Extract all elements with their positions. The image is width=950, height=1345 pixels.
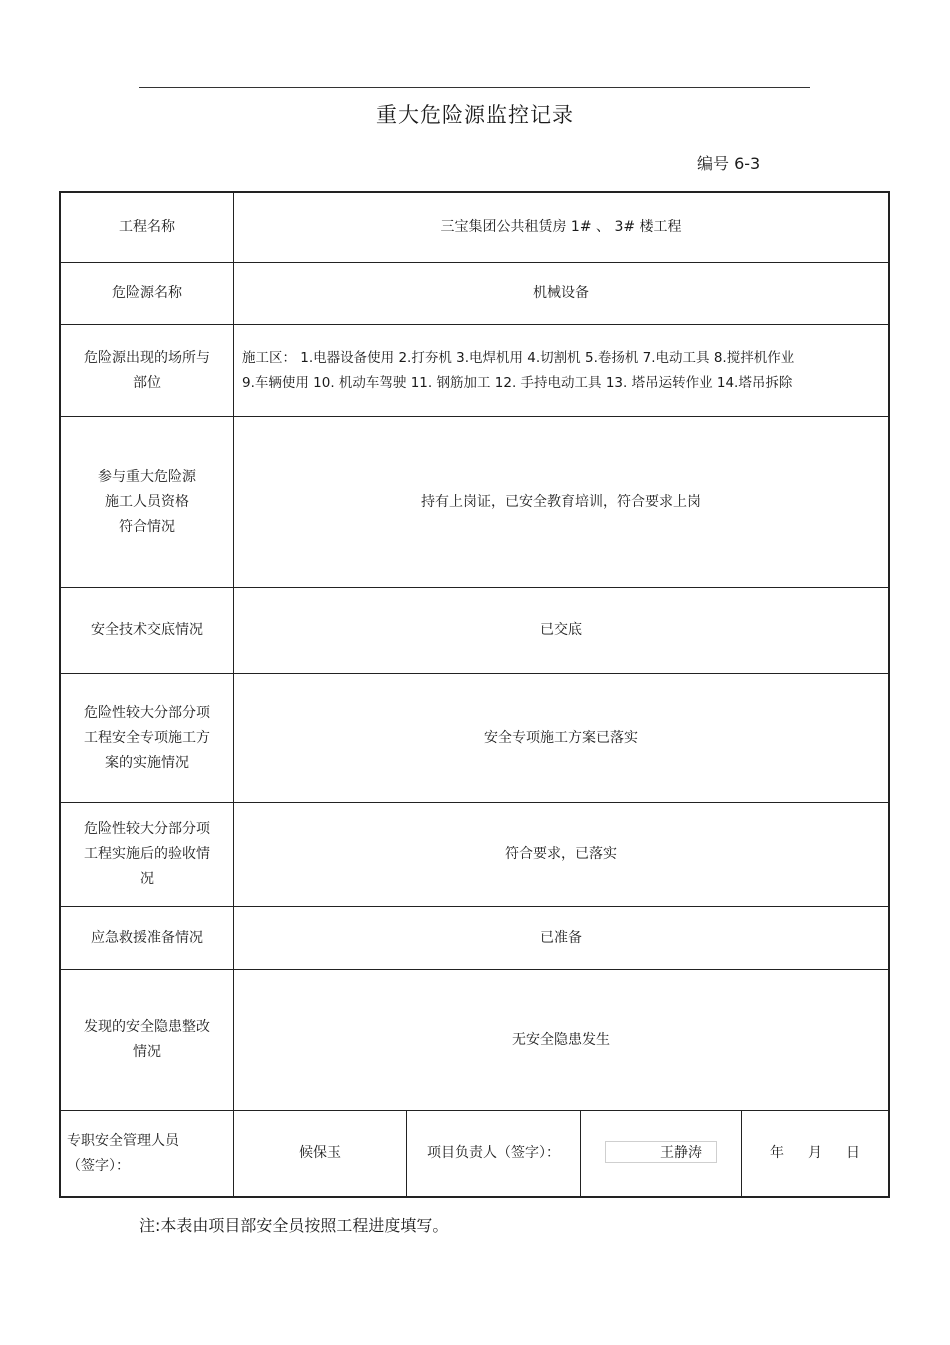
project-name-value: 三宝集团公共租赁房 1# 、 3# 楼工程 bbox=[234, 193, 889, 263]
date-month: 月 bbox=[808, 1145, 822, 1161]
date-year: 年 bbox=[770, 1145, 784, 1161]
monitoring-record-table bbox=[60, 192, 889, 1197]
project-lead-name: 王静涛 bbox=[605, 1141, 717, 1163]
project-name-label: 工程名称 bbox=[61, 193, 234, 263]
table-row bbox=[61, 803, 889, 907]
safety-manager-name: 候保玉 bbox=[234, 1111, 407, 1197]
date-day: 日 bbox=[846, 1145, 860, 1161]
personnel-qualification-value: 持有上岗证，已安全教育培训，符合要求上岗 bbox=[234, 417, 889, 588]
hazard-rectification-label: 发现的安全隐患整改 情况 bbox=[61, 970, 234, 1111]
hazard-name-value: 机械设备 bbox=[234, 263, 889, 325]
special-plan-label: 危险性较大分部分项 工程安全专项施工方 案的实施情况 bbox=[61, 674, 234, 803]
personnel-qualification-label: 参与重大危险源 施工人员资格 符合情况 bbox=[61, 417, 234, 588]
special-plan-value: 安全专项施工方案已落实 bbox=[234, 674, 889, 803]
safety-briefing-label: 安全技术交底情况 bbox=[61, 588, 234, 674]
table-row bbox=[61, 193, 889, 263]
signature-row bbox=[61, 1111, 889, 1197]
safety-manager-label: 专职安全管理人员 （签字）： bbox=[61, 1111, 234, 1197]
table-row bbox=[61, 325, 889, 417]
emergency-prep-value: 已准备 bbox=[234, 907, 889, 970]
safety-briefing-value: 已交底 bbox=[234, 588, 889, 674]
hazard-location-value: 施工区： 1.电器设备使用 2.打夯机 3.电焊机用 4.切割机 5.卷扬机 7.电动工具 8.搅拌机作业 9.车辆使用 10. 机动车驾驶 11. 钢筋加工 12. 手持电动工具 13. 塔吊运转作业 14.塔吊拆除 bbox=[234, 325, 889, 417]
table-row bbox=[61, 417, 889, 588]
table-row bbox=[61, 907, 889, 970]
top-rule bbox=[139, 87, 810, 88]
date-cell bbox=[742, 1111, 889, 1197]
hazard-rectification-value: 无安全隐患发生 bbox=[234, 970, 889, 1111]
emergency-prep-label: 应急救援准备情况 bbox=[61, 907, 234, 970]
table-row bbox=[61, 263, 889, 325]
table-row bbox=[61, 674, 889, 803]
project-lead-label: 项目负责人（签字）： bbox=[407, 1111, 581, 1197]
hazard-name-label: 危险源名称 bbox=[61, 263, 234, 325]
project-lead-signature-cell bbox=[581, 1111, 742, 1197]
acceptance-label: 危险性较大分部分项 工程实施后的验收情 况 bbox=[61, 803, 234, 907]
acceptance-value: 符合要求，已落实 bbox=[234, 803, 889, 907]
hazard-location-label: 危险源出现的场所与 部位 bbox=[61, 325, 234, 417]
table-row bbox=[61, 970, 889, 1111]
document-title: 重大危险源监控记录 bbox=[376, 103, 574, 127]
table-row bbox=[61, 588, 889, 674]
footnote: 注:本表由项目部安全员按照工程进度填写。 bbox=[139, 1216, 449, 1235]
document-number: 编号 6-3 bbox=[697, 154, 761, 173]
